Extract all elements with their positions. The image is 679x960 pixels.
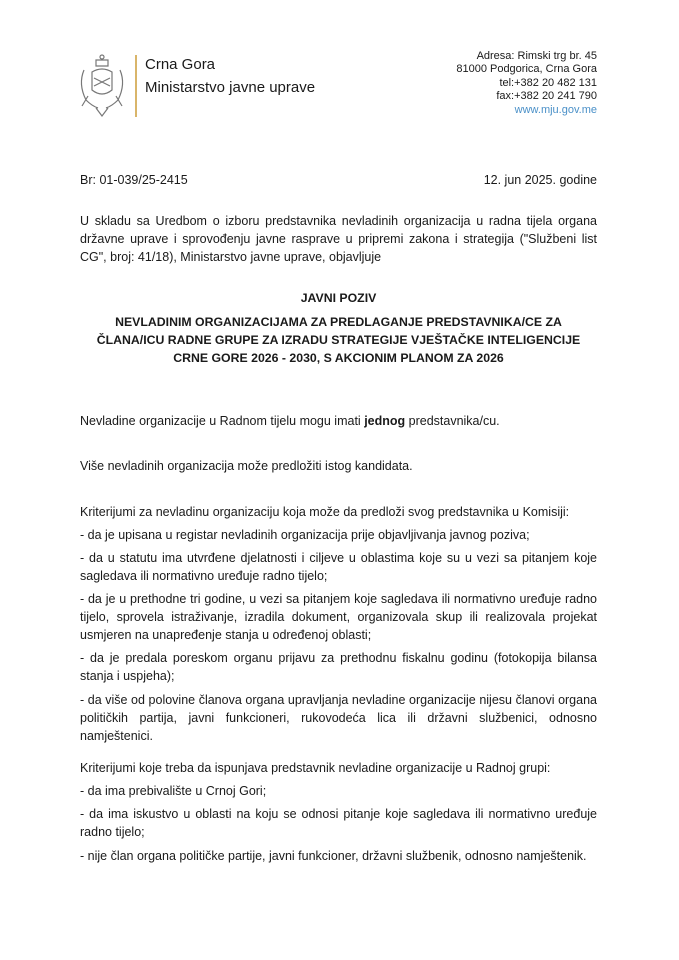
org-criteria-title: Kriterijumi za nevladinu organizaciju koja može da predloži svog predstavnika u Komisiji: (80, 505, 570, 519)
fax-line: fax:+382 20 241 790 (496, 90, 597, 103)
rep-criterion: - da ima iskustvo u oblasti na koju se odnosi pitanje koje sagledava ili normativno uređuje radno tijelo; (80, 807, 597, 839)
rep-criterion: - nije član organa političke partije, javni funkcioner, državni službenik, odnosno namještenik. (80, 849, 587, 863)
header-divider (135, 55, 137, 117)
contact-block (456, 50, 597, 117)
multiple-orgs-paragraph: Više nevladinih organizacija može predložiti istog kandidata. (80, 459, 413, 473)
org-criterion: - da je predala poreskom organu prijavu za prethodnu fiskalnu godinu (fotokopija bilansa stanja i uspjeha); (80, 651, 597, 683)
org-criterion: - da više od polovine članova organa upravljanja nevladine organizacije nijesu članovi organa političkih partija, javni funkcioneri, rukovodeća lica ili državni službenici, odnosno namještenici. (80, 693, 597, 743)
heading: JAVNI POZIV (300, 291, 377, 305)
rep-criteria-title: Kriterijumi koje treba da ispunjava predstavnik nevladine organizacije u Radnoj grupi: (80, 761, 551, 775)
coat-of-arms-logo (76, 52, 128, 120)
ministry-name: Ministarstvo javne uprave (145, 79, 316, 96)
document-date: 12. jun 2025. godine (483, 173, 597, 187)
representative-count-paragraph: Nevladine organizacije u Radnom tijelu mogu imati jednog predstavnika/cu. (80, 414, 500, 428)
city-line: 81000 Podgorica, Crna Gora (456, 63, 597, 76)
phone-line: tel:+382 20 482 131 (499, 76, 597, 89)
org-criterion: - da u statutu ima utvrđene djelatnosti i ciljeve u oblastima koje su u vezi sa pitanjem koje sagledava ili normativno uređuje radno tijelo; (80, 551, 597, 583)
org-criterion: - da je upisana u registar nevladinih organizacija prije objavljivanja javnog poziva; (80, 528, 530, 542)
subheading: NEVLADINIM ORGANIZACIJAMA ZA PREDLAGANJE PREDSTAVNIKA/CE ZA ČLANA/ICU RADNE GRUPE ZA IZRADU STRATEGIJE VJEŠTAČKE INTELIGENCIJE CRNE GORE 2026 - 2030, S AKCIONIM PLANOM ZA 2026 (96, 315, 581, 365)
rep-criterion: - da ima prebivalište u Crnoj Gori; (80, 784, 267, 798)
reference-number: Br: 01-039/25-2415 (80, 173, 188, 187)
intro-paragraph: U skladu sa Uredbom o izboru predstavnika nevladinih organizacija u radna tijela organa državne uprave i sprovođenju javne rasprave u pripremi zakona i strategija ("Službeni list CG", broj: 41/18), Ministarstvo javne uprave, objavljuje (80, 214, 597, 264)
org-criterion: - da je u prethodne tri godine, u vezi sa pitanjem koje sagledava ili normativno uređuje radno tijelo, sprovela istraživanje, izradila dokument, organizovala skup ili realizovala projekat usmjeren na unapređenje stanja u određenoj oblasti; (80, 592, 597, 642)
website-link[interactable]: www.mju.gov.me (514, 103, 597, 116)
country-name: Crna Gora (145, 56, 216, 73)
address-line: Adresa: Rimski trg br. 45 (476, 50, 597, 62)
